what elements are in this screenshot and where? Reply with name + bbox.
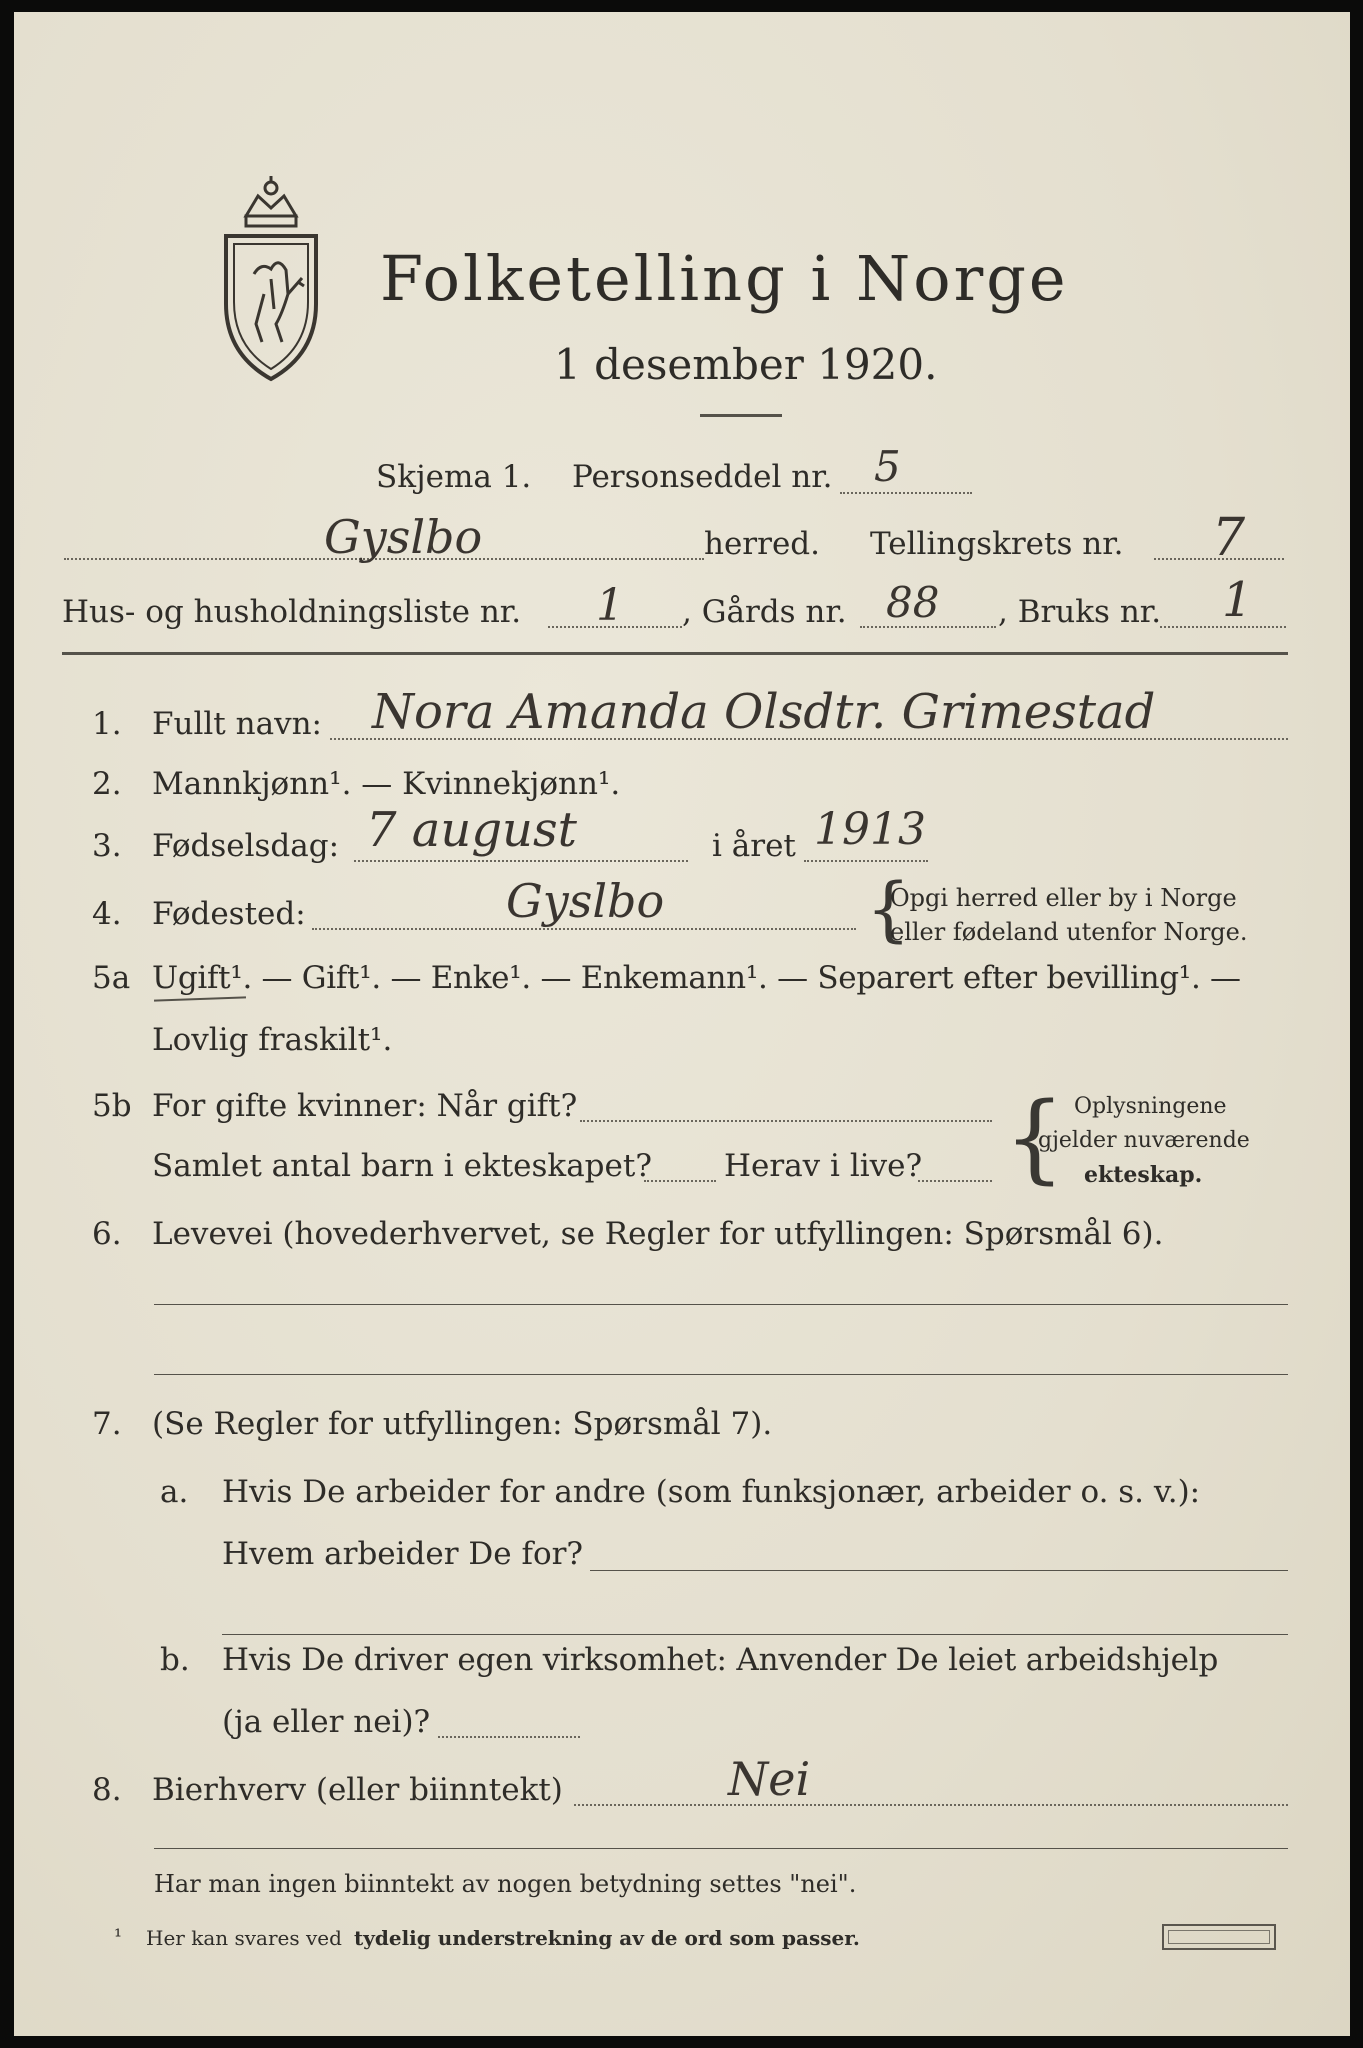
q7a-label: Hvis De arbeider for andre (som funksjonær, arbeider o. s. v.): — [222, 1474, 1201, 1510]
q4-brace: { — [866, 868, 911, 950]
q5b-label: For gifte kvinner: Når gift? — [152, 1088, 578, 1124]
bruks-value[interactable]: 1 — [1222, 572, 1253, 628]
q4-label: Fødested: — [152, 896, 306, 932]
q8-number: 8. — [92, 1772, 122, 1808]
hus-label: Hus- og husholdningsliste nr. — [62, 594, 522, 630]
q4-note-line-1: Opgi herred eller by i Norge — [890, 884, 1237, 912]
census-date: 1 desember 1920. — [554, 340, 938, 389]
q1-value[interactable]: Nora Amanda Olsdtr. Grimestad — [372, 684, 1156, 740]
q4-line — [312, 928, 856, 930]
q6-number: 6. — [92, 1216, 122, 1252]
q5a-label-line-2: Lovlig fraskilt¹. — [152, 1022, 393, 1058]
q5b-note-line-1: Oplysningene — [1074, 1094, 1227, 1119]
q3-year-line — [804, 860, 928, 862]
q7a-employer-label: Hvem arbeider De for? — [222, 1536, 584, 1572]
tellingskrets-value[interactable]: 7 — [1212, 508, 1246, 568]
q5b-children-label: Samlet antal barn i ekteskapet? — [152, 1148, 652, 1184]
q7a-answer-line-2 — [222, 1634, 1288, 1635]
q4-number: 4. — [92, 896, 122, 932]
page-title: Folketelling i Norge — [380, 242, 1069, 315]
q5a-number: 5a — [92, 960, 131, 996]
q5b-married-line — [580, 1120, 992, 1122]
q5a-label: Ugift¹. — Gift¹. — Enke¹. — Enkemann¹. — Separert efter bevilling¹. — — [152, 960, 1241, 996]
q1-number: 1. — [92, 706, 122, 742]
q5b-number: 5b — [92, 1088, 132, 1124]
census-form — [14, 12, 1350, 2036]
skjema-label: Skjema 1. — [376, 459, 532, 495]
q3-value[interactable]: 7 august — [366, 802, 577, 858]
q1-label: Fullt navn: — [152, 706, 322, 742]
q5b-alive-line — [918, 1180, 992, 1182]
title-divider — [700, 414, 782, 417]
q4-note-line-2: eller fødeland utenfor Norge. — [890, 918, 1248, 946]
hus-value[interactable]: 1 — [596, 580, 624, 631]
q6-answer-line-2 — [154, 1374, 1288, 1375]
coat-of-arms-icon — [216, 174, 326, 388]
q2-number: 2. — [92, 766, 122, 802]
footnote-mark: ¹ — [114, 1924, 123, 1948]
q7b-number: b. — [160, 1642, 190, 1678]
footer-note: Har man ingen biinntekt av nogen betydning settes "nei". — [154, 1870, 857, 1898]
printer-stamp — [1162, 1924, 1276, 1950]
q8-line — [574, 1804, 1288, 1806]
q4-value[interactable]: Gyslbo — [506, 874, 665, 928]
q2-label: Mannkjønn¹. — Kvinnekjønn¹. — [152, 766, 621, 802]
personseddel-value[interactable]: 5 — [874, 442, 901, 491]
herred-label: herred. — [704, 526, 820, 562]
tellingskrets-label: Tellingskrets nr. — [870, 526, 1124, 562]
q3-label: Fødselsdag: — [152, 828, 340, 864]
ugift-underline — [154, 996, 246, 1001]
q5b-children-line — [644, 1180, 716, 1182]
q7a-number: a. — [160, 1474, 189, 1510]
header-divider — [62, 652, 1288, 655]
q7a-employer-line — [590, 1570, 1288, 1571]
q8-value[interactable]: Nei — [728, 1752, 811, 1806]
q5b-alive-label: Herav i live? — [724, 1148, 923, 1184]
bruks-label: , Bruks nr. — [998, 594, 1162, 630]
personseddel-label: Personseddel nr. — [572, 459, 833, 495]
herred-value[interactable]: Gyslbo — [324, 510, 483, 564]
q3-number: 3. — [92, 828, 122, 864]
q8-label: Bierhverv (eller biinntekt) — [152, 1772, 563, 1808]
footnote-text-bold: tydelig understrekning av de ord som passer. — [354, 1926, 860, 1950]
q3-year-value[interactable]: 1913 — [814, 804, 926, 855]
q3-year-label: i året — [712, 828, 796, 864]
q5b-brace: { — [1004, 1082, 1066, 1194]
q6-label: Levevei (hovederhvervet, se Regler for utfyllingen: Spørsmål 6). — [152, 1216, 1164, 1252]
personseddel-line — [840, 492, 972, 494]
gards-value[interactable]: 88 — [886, 578, 940, 627]
q7b-label: Hvis De driver egen virksomhet: Anvender De leiet arbeidshjelp — [222, 1642, 1219, 1678]
gards-label: , Gårds nr. — [682, 594, 847, 630]
q6-answer-line-1 — [154, 1304, 1288, 1305]
q7-number: 7. — [92, 1406, 122, 1442]
q5b-note-line-3: ekteskap. — [1084, 1162, 1203, 1188]
q7b-answer-line — [438, 1736, 580, 1738]
q7b-label-line-2: (ja eller nei)? — [222, 1704, 431, 1740]
q3-line — [354, 860, 688, 862]
footnote-text-plain: Her kan svares ved — [146, 1926, 342, 1950]
footer-divider — [154, 1848, 1288, 1849]
q7-label: (Se Regler for utfyllingen: Spørsmål 7). — [152, 1406, 773, 1442]
q5b-note-line-2: gjelder nuværende — [1038, 1128, 1250, 1153]
